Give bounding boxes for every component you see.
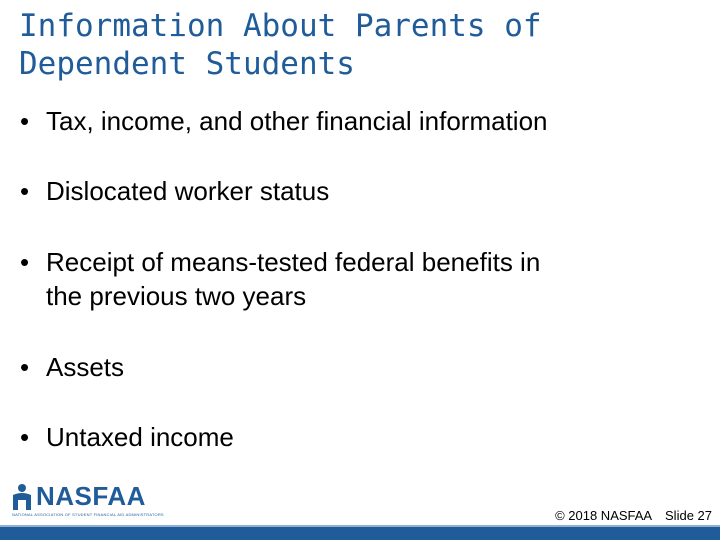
logo-wordmark: NASFAA (36, 481, 146, 511)
logo-tagline: NATIONAL ASSOCIATION OF STUDENT FINANCIAL AID ADMINISTRATORS (12, 512, 164, 517)
bullet-dot-icon: • (20, 352, 30, 382)
bullet-dot-icon: • (20, 176, 30, 206)
bullet-item (20, 420, 234, 454)
bullet-item (20, 174, 329, 208)
slide-number: Slide 27 (665, 508, 712, 523)
bullet-dot-icon: • (20, 106, 30, 136)
bullet-item (20, 245, 540, 313)
slide-title-line-2: Dependent Students (19, 46, 355, 82)
slide-footer (555, 508, 712, 524)
bullet-text: Untaxed income (46, 422, 234, 452)
nasfaa-logo (10, 481, 164, 521)
footer-bar (0, 527, 720, 540)
bullet-text: Tax, income, and other financial information (46, 106, 548, 136)
bullet-item (20, 350, 124, 384)
slide-title (19, 7, 699, 83)
bullet-dot-icon: • (20, 422, 30, 452)
copyright-text: © 2018 NASFAA (555, 508, 652, 523)
bullet-dot-icon: • (20, 247, 30, 277)
bullet-text-line-2: the previous two years (46, 281, 307, 311)
nasfaa-person-icon (10, 483, 34, 511)
bullet-text: Dislocated worker status (46, 176, 330, 206)
bullet-text: Assets (46, 352, 125, 382)
bullet-item (20, 104, 548, 138)
bullet-text-line-1: Receipt of means-tested federal benefits in (46, 247, 541, 277)
slide-title-line-1: Information About Parents of (19, 8, 542, 44)
